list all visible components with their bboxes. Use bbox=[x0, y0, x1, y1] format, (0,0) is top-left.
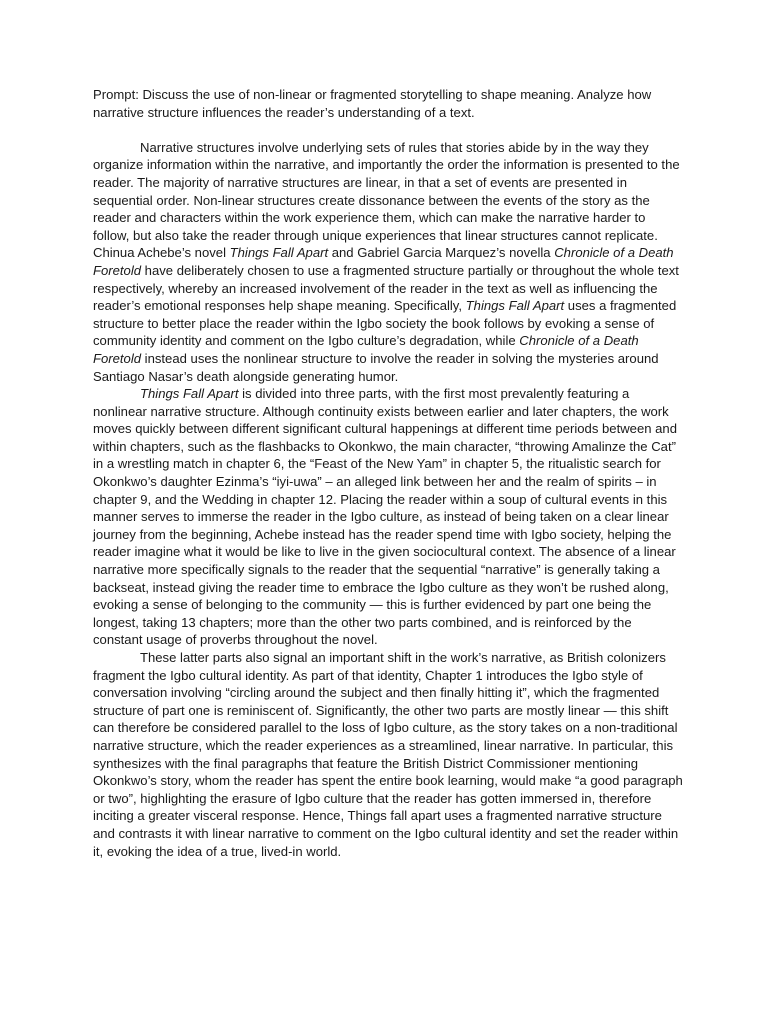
paragraph-body-2: These latter parts also signal an important shift in the work’s narrative, as British colonizers fragment the Igbo cultural identity. As part of that identity, Chapter 1 introduces the Igbo style of conversation involving “circling around the subject and then finally hitting it”, which the fragmented structure of part one is reminiscent of. Significantly, the other two parts are mostly linear — this shift can therefore be considered parallel to the loss of Igbo culture, as the story takes on a non-traditional narrative structure, which the reader experiences as a streamlined, linear narrative. In particular, this synthesizes with the final paragraphs that feature the British District Commissioner mentioning Okonkwo’s story, whom the reader has spent the entire book learning, would make “a good paragraph or two”, highlighting the erasure of Igbo culture that the reader has gotten immersed in, therefore inciting a greater visceral response. Hence, Things fall apart uses a fragmented narrative structure and contrasts it with linear narrative to comment on the Igbo cultural identity and set the reader within it, evoking the idea of a true, lived-in world. bbox=[93, 650, 683, 859]
book-title: Things Fall Apart bbox=[465, 298, 565, 314]
text-run: Narrative structures involve underlying sets of rules that stories abide by in the way they organize information within the narrative, and importantly the order the information is presented to the reader. The majority of narrative structures are linear, in that a set of events are presented in sequential order. Non-linear structures create dissonance between the events of the story as the reader and characters within the work experience them, which can make the narrative harder to follow, but also take the reader through unique experiences that linear structures cannot replicate. Chinua Achebe’s novel bbox=[93, 139, 680, 261]
text-run: have deliberately chosen to use a fragmented structure partially or throughout the whole text respectively, whereby an increased involvement of the reader in the text as well as influencing the reader’s emotional responses help shape meaning. Specifically, bbox=[93, 262, 679, 314]
essay-prompt: Prompt: Discuss the use of non-linear or fragmented storytelling to shape meaning. Analyze how narrative structure influences the reader’s understanding of a text. bbox=[93, 87, 652, 120]
text-run: and Gabriel Garcia Marquez’s novella bbox=[328, 245, 555, 261]
essay-page bbox=[93, 86, 683, 860]
text-run: is divided into three parts, with the first most prevalently featuring a nonlinear narrative structure. Although continuity exists between earlier and later chapters, the work moves quickly between different significant cultural happenings at different time periods between and within chapters, such as the flashbacks to Okonkwo, the main character, “throwing Amalinze the Cat” in a wrestling match in chapter 6, the “Feast of the New Yam” in chapter 5, the ritualistic search for Okonkwo’s daughter Ezinma’s “iyi-uwa” – an alleged link between her and the realm of spirits – in chapter 9, and the Wedding in chapter 12. Placing the reader within a soup of cultural events in this manner serves to immerse the reader in the Igbo culture, as instead of being taken on a clear linear journey from the beginning, Achebe instead has the reader spend time with Igbo society, helping the reader imagine what it would be like to live in the given sociocultural context. The absence of a linear narrative more specifically signals to the reader that the sequential “narrative” is generally taking a backseat, instead giving the reader time to embrace the Igbo culture as they won’t be rushed along, evoking a sense of belonging to the community — this is further evidenced by part one being the longest, taking 13 chapters; more than the other two parts combined, and is reinforced by the constant usage of proverbs throughout the novel. bbox=[93, 386, 677, 648]
book-title: Chronicle of a Death Foretold bbox=[93, 333, 639, 366]
text-run: instead uses the nonlinear structure to involve the reader in solving the mysteries around Santiago Nasar’s death alongside generating humor. bbox=[93, 350, 659, 384]
paragraph-body-1 bbox=[93, 385, 683, 649]
paragraph-introduction bbox=[93, 139, 683, 385]
book-title: Chronicle of a Death Foretold bbox=[93, 245, 674, 278]
book-title: Things Fall Apart bbox=[140, 386, 239, 402]
book-title: Things Fall Apart bbox=[229, 245, 329, 261]
text-run: uses a fragmented structure to better place the reader within the Igbo society the book follows by evoking a sense of community identity and comment on the Igbo culture’s degradation, while bbox=[93, 298, 677, 349]
